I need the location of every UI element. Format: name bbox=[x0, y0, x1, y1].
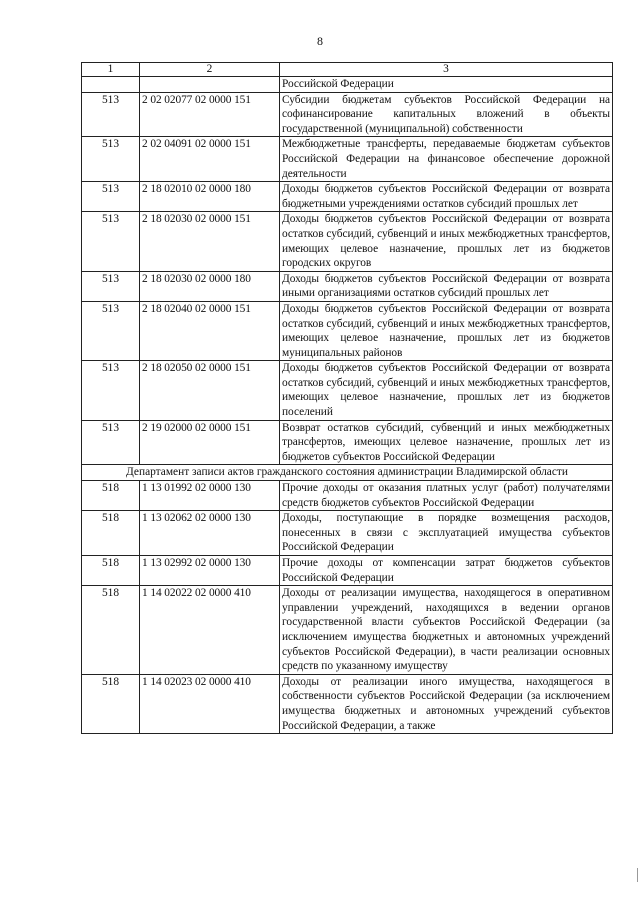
column-header-1: 1 bbox=[82, 63, 140, 77]
table-row bbox=[82, 586, 613, 675]
budget-code-cell: 1 14 02023 02 0000 410 bbox=[140, 674, 280, 733]
admin-code-cell: 513 bbox=[82, 301, 140, 360]
admin-code-cell: 513 bbox=[82, 212, 140, 271]
column-header-2: 2 bbox=[140, 63, 280, 77]
table-row bbox=[82, 674, 613, 733]
admin-code-cell: 518 bbox=[82, 674, 140, 733]
description-cell: Доходы бюджетов субъектов Российской Федерации от возврата бюджетными учреждениями остатков субсидий прошлых лет bbox=[280, 182, 613, 212]
description-cell: Прочие доходы от компенсации затрат бюджетов субъектов Российской Федерации bbox=[280, 556, 613, 586]
description-text-cut: Доходы от реализации иного имущества, находящегося в собственности субъектов Российской Федерации (за исключением имущества бюджетных и автономных учреждений субъектов Российской Федерации, а также bbox=[282, 675, 610, 732]
budget-code-cell: 1 13 01992 02 0000 130 bbox=[140, 481, 280, 511]
admin-code-cell: 518 bbox=[82, 556, 140, 586]
table-row bbox=[82, 511, 613, 556]
admin-code-cell: 513 bbox=[82, 271, 140, 301]
budget-code-cell: 1 13 02992 02 0000 130 bbox=[140, 556, 280, 586]
description-cell bbox=[280, 674, 613, 733]
budget-code-cell: 2 18 02030 02 0000 151 bbox=[140, 212, 280, 271]
admin-code-cell: 513 bbox=[82, 420, 140, 465]
table-row bbox=[82, 361, 613, 420]
table-row bbox=[82, 481, 613, 511]
description-cell: Субсидии бюджетам субъектов Российской Федерации на софинансирование капитальных вложений в объекты государственной (муниципальной) собственности bbox=[280, 92, 613, 137]
description-cell: Межбюджетные трансферты, передаваемые бюджетам субъектов Российской Федерации на финансовое обеспечение дорожной деятельности bbox=[280, 137, 613, 182]
description-cell: Доходы бюджетов субъектов Российской Федерации от возврата остатков субсидий, субвенций и иных межбюджетных трансфертов, имеющих целевое назначение, прошлых лет из бюджетов поселений bbox=[280, 361, 613, 420]
table-row bbox=[82, 556, 613, 586]
budget-code-cell: 1 13 02062 02 0000 130 bbox=[140, 511, 280, 556]
table-row bbox=[82, 271, 613, 301]
budget-code-cell: 2 19 02000 02 0000 151 bbox=[140, 420, 280, 465]
table-body-bottom bbox=[82, 481, 613, 734]
section-block bbox=[82, 465, 613, 481]
column-header-3: 3 bbox=[280, 63, 613, 77]
budget-code-cell: 2 18 02010 02 0000 180 bbox=[140, 182, 280, 212]
description-cell: Доходы от реализации имущества, находящегося в оперативном управлении учреждений, находящихся в ведении органов государственной власти субъектов Российской Федерации (за исключением имущества бюджетных и автономных учреждений субъектов Российской Федерации), в части реализации основных средств по указанному имуществу bbox=[280, 586, 613, 675]
budget-code-cell: 1 14 02022 02 0000 410 bbox=[140, 586, 280, 675]
description-cell: Доходы бюджетов субъектов Российской Федерации от возврата остатков субсидий, субвенций и иных межбюджетных трансфертов, имеющих целевое назначение, прошлых лет из бюджетов городских округов bbox=[280, 212, 613, 271]
admin-code-cell: 513 bbox=[82, 92, 140, 137]
section-title: Департамент записи актов гражданского состояния администрации Владимирской области bbox=[82, 465, 613, 481]
budget-code-cell: 2 02 04091 02 0000 151 bbox=[140, 137, 280, 182]
table-row bbox=[82, 212, 613, 271]
revenue-codes-table bbox=[81, 62, 613, 734]
continuation-text: Российской Федерации bbox=[280, 77, 613, 93]
table-row bbox=[82, 301, 613, 360]
budget-code-cell: 2 18 02030 02 0000 180 bbox=[140, 271, 280, 301]
table-row bbox=[82, 92, 613, 137]
description-cell: Доходы, поступающие в порядке возмещения расходов, понесенных в связи с эксплуатацией имущества субъектов Российской Федерации bbox=[280, 511, 613, 556]
description-cell: Доходы бюджетов субъектов Российской Федерации от возврата остатков субсидий, субвенций и иных межбюджетных трансфертов, имеющих целевое назначение, прошлых лет из бюджетов муниципальных районов bbox=[280, 301, 613, 360]
admin-code-cell: 518 bbox=[82, 481, 140, 511]
budget-code-cell: 2 18 02050 02 0000 151 bbox=[140, 361, 280, 420]
table-header-row bbox=[82, 63, 613, 77]
description-cell: Прочие доходы от оказания платных услуг (работ) получателями средств бюджетов субъектов Российской Федерации bbox=[280, 481, 613, 511]
admin-code-cell: 513 bbox=[82, 182, 140, 212]
continuation-row bbox=[82, 77, 613, 93]
admin-code-cell: 518 bbox=[82, 586, 140, 675]
admin-code-cell: 518 bbox=[82, 511, 140, 556]
continuation-code-cell bbox=[140, 77, 280, 93]
section-row bbox=[82, 465, 613, 481]
table-row bbox=[82, 182, 613, 212]
table-row bbox=[82, 137, 613, 182]
continuation-admin-cell bbox=[82, 77, 140, 93]
description-cell: Доходы бюджетов субъектов Российской Федерации от возврата иными организациями остатков субсидий прошлых лет bbox=[280, 271, 613, 301]
admin-code-cell: 513 bbox=[82, 137, 140, 182]
scan-edge-mark bbox=[637, 868, 638, 882]
table-body-top bbox=[82, 77, 613, 465]
description-cell: Возврат остатков субсидий, субвенций и иных межбюджетных трансфертов, имеющих целевое назначение, прошлых лет из бюджетов субъектов Российской Федерации bbox=[280, 420, 613, 465]
budget-code-cell: 2 18 02040 02 0000 151 bbox=[140, 301, 280, 360]
admin-code-cell: 513 bbox=[82, 361, 140, 420]
table-row bbox=[82, 420, 613, 465]
budget-code-cell: 2 02 02077 02 0000 151 bbox=[140, 92, 280, 137]
page-number: 8 bbox=[317, 34, 323, 48]
